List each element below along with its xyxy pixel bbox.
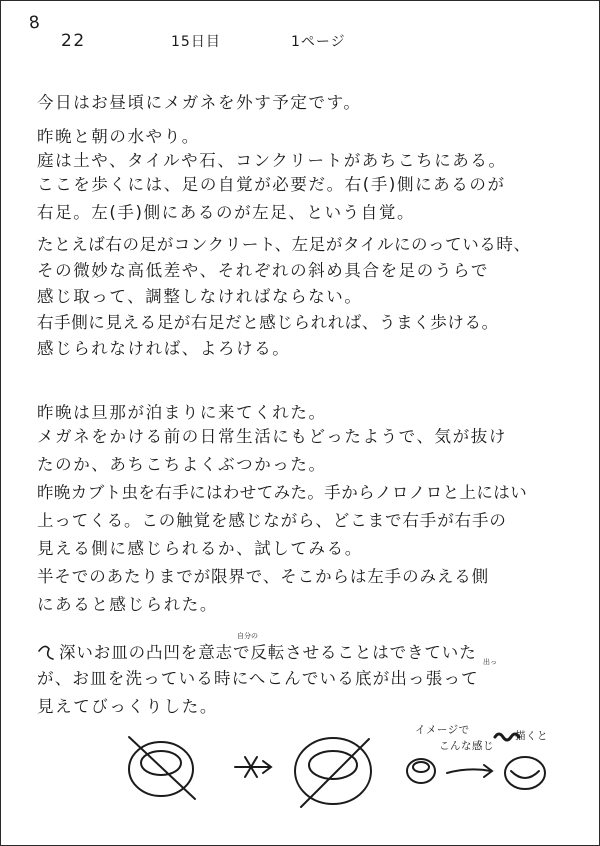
diary-line: 右足。左(手)側にあるのが左足、という自覚。	[37, 203, 416, 222]
diary-line: にあると感じられた。	[37, 595, 218, 614]
diary-line: 昨晩は旦那が泊まりに来てくれた。	[37, 403, 327, 422]
annotation-above-dechatte: 出っ	[483, 658, 497, 666]
diary-line: 見えてびっくりした。	[37, 697, 218, 716]
diary-line: たとえば右の足がコンクリート、左足がタイルにのっている時、	[37, 235, 531, 254]
plate-sketch-1	[129, 737, 195, 799]
scribble-mark	[495, 734, 519, 740]
bowl-sketch-result	[505, 757, 545, 789]
date-month: 8	[27, 12, 43, 34]
arrow-right-icon	[447, 765, 492, 777]
plate-sketches	[1, 1, 600, 846]
bowl-sketch-small	[407, 759, 435, 783]
diary-line: 昨晩カブト虫を右手にはわせてみた。手からノロノロと上にはい	[37, 483, 528, 502]
date-day: 22	[61, 31, 86, 51]
diary-line: ここを歩くには、足の自覚が必要だ。右(手)側にあるのが	[37, 175, 506, 194]
diary-line: 今日はお昼頃にメガネを外す予定です。	[37, 93, 362, 112]
plate-sketch-2	[295, 738, 371, 807]
diary-line: 感じ取って、調整しなければならない。	[37, 287, 363, 306]
diary-line: 見える側に感じられるか、試してみる。	[37, 539, 363, 558]
annotation-above-ishi: 自分の	[237, 632, 258, 640]
diary-line: その微妙な高低差や、それぞれの斜め具合を足のうらで	[37, 261, 490, 280]
diary-line: 半そでのあたりまでが限界で、そこからは左手のみえる側	[37, 567, 490, 586]
curl-mark	[39, 646, 53, 659]
diary-line: 感じられなければ、よろける。	[37, 339, 291, 358]
figure-note-image: イメージで	[415, 724, 470, 736]
diary-line: 深いお皿の凸凹を意志で反転させることはできていた	[59, 643, 477, 662]
day-count: 15日目	[171, 34, 221, 50]
diary-line: メガネをかける前の日常生活にもどったようで、気が抜け	[37, 427, 507, 446]
diary-line: 庭は土や、タイルや石、コンクリートがあちこちにある。	[37, 151, 507, 170]
diary-line: 右手側に見える足が右足だと感じられれば、うまく歩ける。	[37, 313, 499, 332]
diary-line: 昨晩と朝の水やり。	[37, 127, 200, 146]
figure-note-feeling: こんな感じ	[439, 740, 494, 752]
page-number: 1ページ	[291, 34, 346, 50]
figure-note-draw: 描くと	[515, 730, 548, 742]
crossed-arrow-icon	[235, 757, 271, 777]
diary-line: たのか、あちこちよくぶつかった。	[37, 455, 327, 474]
diary-line: が、お皿を洗っている時にへこんでいる底が出っ張って	[37, 669, 479, 688]
diary-line: 上ってくる。この触覚を感じながら、どこまで右手が右手の	[37, 511, 507, 530]
